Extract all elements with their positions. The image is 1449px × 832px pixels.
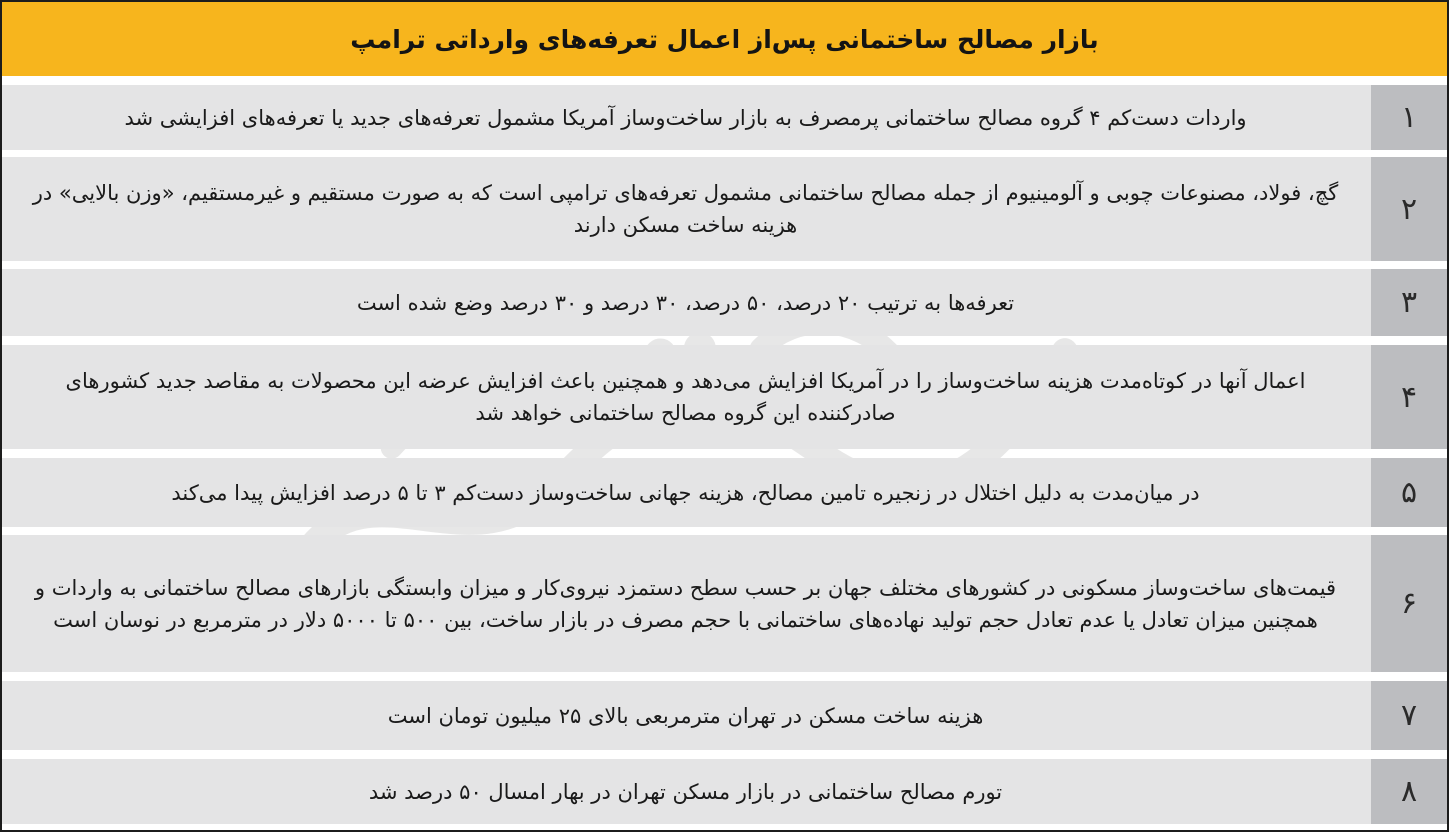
table-row: [2, 85, 1447, 150]
row-text: اعمال آنها در کوتاه‌مدت هزینه ساخت‌وساز را در آمریکا افزایش می‌دهد و همچنین باعث افزایش عرضه این محصولات به مقاصد جدید کشورهای صادرکننده این گروه مصالح ساختمانی خواهد شد: [65, 369, 1306, 425]
row-number: ۳: [1371, 269, 1447, 336]
table-title: بازار مصالح ساختمانی پس‌از اعمال تعرفه‌های وارداتی ترامپ: [350, 24, 1099, 54]
row-text: هزینه ساخت مسکن در تهران مترمربعی بالای ۲۵ میلیون تومان است: [387, 703, 984, 728]
table-row: [2, 535, 1447, 672]
row-text: تورم مصالح ساختمانی در بازار مسکن تهران در بهار امسال ۵۰ درصد شد: [368, 779, 1003, 804]
row-number: ۲: [1371, 157, 1447, 261]
row-number: ۸: [1371, 759, 1447, 824]
row-text: قیمت‌های ساخت‌وساز مسکونی در کشورهای مختلف جهان بر حسب سطح دستمزد نیروی‌کار و میزان وابستگی بازارهای مصالح ساختمانی به واردات و همچنین میزان تعادل یا عدم تعادل حجم تولید نهاده‌های ساختمانی با حجم مصرف در بازار ساخت، بین ۵۰۰ تا ۵۰۰۰ دلار در مترمربع در نوسان است: [34, 575, 1337, 632]
row-text: واردات دست‌کم ۴ گروه مصالح ساختمانی پرمصرف به بازار ساخت‌وساز آمریکا مشمول تعرفه‌های جدید یا تعرفه‌های افزایشی شد: [124, 105, 1247, 130]
row-number: ۱: [1371, 85, 1447, 150]
table-row: [2, 759, 1447, 824]
table-row: [2, 458, 1447, 527]
table-header: [2, 2, 1447, 76]
row-number: ۴: [1371, 345, 1447, 449]
row-text: گچ، فولاد، مصنوعات چوبی و آلومینیوم از جمله مصالح ساختمانی مشمول تعرفه‌های ترامپی است که به صورت مستقیم و غیرمستقیم، «وزن بالایی» در هزینه ساخت مسکن دارند: [32, 181, 1339, 237]
row-number: ۵: [1371, 458, 1447, 527]
table-row: [2, 269, 1447, 336]
row-text: تعرفه‌ها به ترتیب ۲۰ درصد، ۵۰ درصد، ۳۰ درصد و ۳۰ درصد وضع شده است: [356, 290, 1015, 315]
table-row: [2, 345, 1447, 449]
table-row: [2, 157, 1447, 261]
row-text: در میان‌مدت به دلیل اختلال در زنجیره تامین مصالح، هزینه جهانی ساخت‌وساز دست‌کم ۳ تا ۵ درصد افزایش پیدا می‌کند: [171, 480, 1200, 505]
table-row: [2, 681, 1447, 750]
row-number: ۷: [1371, 681, 1447, 750]
row-number: ۶: [1371, 535, 1447, 672]
